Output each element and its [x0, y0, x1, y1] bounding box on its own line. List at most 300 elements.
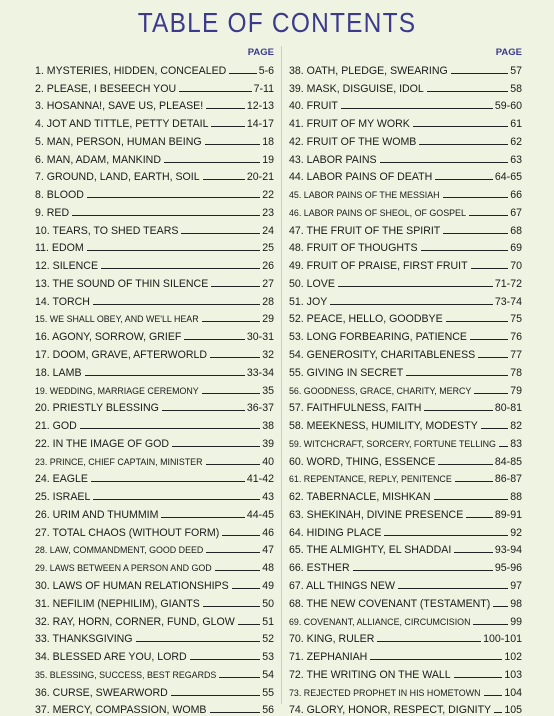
toc-entry [289, 485, 522, 503]
toc-entry [289, 361, 522, 379]
toc-entry-page: 29 [262, 313, 274, 326]
toc-leader-line [181, 233, 260, 234]
toc-entry-page: 105 [504, 704, 522, 716]
toc-leader-line [87, 250, 261, 251]
toc-entry-title: 31. NEFILIM (NEPHILIM), GIANTS [35, 597, 200, 610]
toc-entry-page: 27 [262, 277, 274, 290]
toc-entry-title: 35. BLESSING, SUCCESS, BEST REGARDS [35, 669, 217, 680]
toc-entry [35, 503, 274, 521]
toc-entry [35, 219, 274, 237]
toc-leader-line [380, 162, 509, 163]
toc-leader-line [101, 268, 260, 269]
toc-entry-page: 76 [510, 331, 522, 344]
toc-entry-page: 93-94 [494, 544, 522, 557]
toc-leader-line [384, 535, 508, 536]
toc-entry-page: 19 [262, 153, 274, 166]
toc-entry-title: 30. LAWS OF HUMAN RELATIONSHIPS [35, 579, 229, 592]
toc-entry-page: 68 [510, 224, 522, 237]
toc-entry-page: 33-34 [246, 366, 274, 379]
toc-entry-title: 69. COVENANT, ALLIANCE, CIRCUMCISION [289, 616, 471, 627]
toc-entry-page: 71-72 [494, 277, 522, 290]
toc-entry-page: 75 [510, 313, 522, 326]
toc-entry [289, 521, 522, 539]
toc-entry-page: 84-85 [494, 455, 522, 468]
toc-entry-page: 70 [510, 260, 522, 273]
toc-entry-page: 53 [262, 651, 274, 664]
toc-entry-page: 35 [262, 384, 274, 397]
toc-entry-page: 25 [262, 242, 274, 255]
toc-entry-page: 41-42 [246, 473, 274, 486]
toc-entry [289, 148, 522, 166]
toc-entry-page: 98 [510, 597, 522, 610]
toc-entry-page: 99 [510, 615, 522, 628]
toc-entry-title: 50. LOVE [289, 277, 335, 290]
toc-entry-page: 63 [510, 153, 522, 166]
toc-entry [289, 414, 522, 432]
toc-entry [289, 219, 522, 237]
toc-entry-page: 20-21 [246, 171, 274, 184]
toc-entry-title: 2. PLEASE, I BESEECH YOU [35, 82, 177, 95]
toc-leader-line [406, 375, 508, 376]
toc-entry-title: 40. FRUIT [289, 100, 338, 113]
toc-entry-title: 49. FRUIT OF PRAISE, FIRST FRUIT [289, 260, 468, 273]
toc-entry-title: 11. EDOM [35, 242, 84, 255]
toc-entry-title: 61. REPENTANCE, REPLY, PENITENCE [289, 474, 452, 485]
toc-entry-page: 7-11 [253, 82, 274, 95]
toc-entry [289, 325, 522, 343]
toc-entry [35, 237, 274, 255]
toc-entry-title: 57. FAITHFULNESS, FAITH [289, 402, 422, 415]
toc-leader-line [172, 446, 260, 447]
toc-entry [35, 325, 274, 343]
toc-entry [35, 183, 274, 201]
toc-entry-title: 52. PEACE, HELLO, GOODBYE [289, 313, 443, 326]
toc-leader-line [455, 481, 493, 482]
toc-entry-title: 45. LABOR PAINS OF THE MESSIAH [289, 190, 440, 201]
toc-entry-page: 24 [262, 224, 274, 237]
toc-entry [35, 681, 274, 699]
toc-leader-line [229, 73, 256, 74]
toc-entry-title: 9. RED [35, 206, 70, 219]
toc-list-right [289, 59, 522, 716]
toc-leader-line [72, 215, 260, 216]
toc-entry-page: 79 [510, 384, 522, 397]
toc-entry [35, 485, 274, 503]
toc-entry-title: 42. FRUIT OF THE WOMB [289, 135, 417, 148]
toc-entry-title: 36. CURSE, SWEARWORD [35, 686, 168, 699]
toc-leader-line [454, 552, 493, 553]
toc-entry-title: 46. LABOR PAINS OF SHEOL, OF GOSPEL [289, 207, 466, 218]
toc-entry-title: 29. LAWS BETWEEN A PERSON AND GOD [35, 563, 212, 574]
toc-leader-line [91, 481, 245, 482]
toc-entry-title: 1. MYSTERIES, HIDDEN, CONCEALED [35, 64, 227, 77]
toc-leader-line [493, 606, 508, 607]
toc-entry [289, 112, 522, 130]
toc-entry-page: 46 [262, 526, 274, 539]
toc-entry-title: 17. DOOM, GRAVE, AFTERWORLD [35, 349, 208, 362]
toc-leader-line [87, 197, 260, 198]
toc-entry-title: 27. TOTAL CHAOS (WITHOUT FORM) [35, 526, 220, 539]
toc-leader-line [202, 321, 261, 322]
toc-leader-line [232, 588, 261, 589]
toc-entry-page: 51 [262, 615, 274, 628]
toc-entry-title: 38. OATH, PLEDGE, SWEARING [289, 64, 448, 77]
toc-entry-page: 82 [510, 420, 522, 433]
toc-leader-line [438, 464, 493, 465]
toc-entry [289, 556, 522, 574]
toc-entry-page: 88 [510, 491, 522, 504]
toc-entry-title: 55. GIVING IN SECRET [289, 366, 404, 379]
toc-leader-line [190, 659, 260, 660]
toc-entry-page: 43 [262, 491, 274, 504]
toc-entry-title: 16. AGONY, SORROW, GRIEF [35, 331, 182, 344]
toc-entry-page: 103 [504, 668, 522, 681]
toc-entry [35, 574, 274, 592]
toc-leader-line [164, 162, 260, 163]
toc-entry-page: 86-87 [494, 473, 522, 486]
toc-entry-title: 19. WEDDING, MARRIAGE CEREMONY [35, 385, 199, 396]
toc-entry-page: 69 [510, 242, 522, 255]
toc-entry-title: 33. THANKSGIVING [35, 633, 133, 646]
toc-entry [35, 699, 274, 716]
toc-entry-title: 56. GOODNESS, GRACE, CHARITY, MERCY [289, 385, 472, 396]
toc-entry [289, 432, 522, 450]
toc-leader-line [481, 428, 508, 429]
toc-entry-page: 39 [262, 437, 274, 450]
toc-entry [289, 183, 522, 201]
toc-entry [289, 237, 522, 255]
toc-entry-title: 67. ALL THINGS NEW [289, 579, 395, 592]
toc-entry-page: 36-37 [246, 402, 274, 415]
toc-entry-title: 48. FRUIT OF THOUGHTS [289, 242, 418, 255]
toc-entry-title: 43. LABOR PAINS [289, 153, 377, 166]
toc-entry-page: 50 [262, 597, 274, 610]
toc-entry [35, 290, 274, 308]
toc-leader-line [205, 144, 261, 145]
toc-leader-line [222, 535, 260, 536]
toc-entry-page: 57 [510, 64, 522, 77]
toc-leader-line [219, 677, 260, 678]
toc-entry-title: 44. LABOR PAINS OF DEATH [289, 171, 433, 184]
toc-entry-page: 64-65 [494, 171, 522, 184]
toc-leader-line [203, 179, 245, 180]
toc-entry-title: 72. THE WRITING ON THE WALL [289, 668, 451, 681]
toc-entry-page: 67 [510, 206, 522, 219]
toc-entry [289, 308, 522, 326]
toc-entry-page: 56 [262, 704, 274, 716]
toc-entry [289, 628, 522, 646]
toc-entry [289, 379, 522, 397]
toc-entry [35, 628, 274, 646]
toc-leader-line [238, 624, 260, 625]
toc-entry [289, 574, 522, 592]
toc-entry [289, 681, 522, 699]
toc-leader-line [203, 606, 260, 607]
toc-entry [35, 450, 274, 468]
toc-leader-line [211, 126, 244, 127]
toc-entry [35, 201, 274, 219]
toc-entry-title: 14. TORCH [35, 295, 90, 308]
toc-entry-title: 20. PRIESTLY BLESSING [35, 402, 159, 415]
toc-entry-title: 47. THE FRUIT OF THE SPIRIT [289, 224, 441, 237]
toc-entry [35, 663, 274, 681]
toc-entry-title: 70. KING, RULER [289, 633, 375, 646]
toc-entry-title: 24. EAGLE [35, 473, 88, 486]
toc-entry-page: 30-31 [246, 331, 274, 344]
toc-entry [289, 610, 522, 628]
toc-leader-line [353, 570, 493, 571]
toc-entry-page: 92 [510, 526, 522, 539]
toc-entry [35, 645, 274, 663]
toc-leader-line [93, 499, 260, 500]
toc-entry [35, 148, 274, 166]
toc-entry-page: 55 [262, 686, 274, 699]
toc-entry-title: 66. ESTHER [289, 562, 350, 575]
toc-leader-line [471, 268, 509, 269]
toc-leader-line [469, 215, 508, 216]
toc-entry-page: 52 [262, 633, 274, 646]
toc-entry-title: 60. WORD, THING, ESSENCE [289, 455, 436, 468]
toc-entry-page: 54 [262, 668, 274, 681]
toc-entry-page: 12-13 [246, 100, 274, 113]
toc-leader-line [454, 677, 503, 678]
toc-leader-line [370, 659, 502, 660]
toc-entry-page: 48 [262, 562, 274, 575]
toc-entry-title: 13. THE SOUND OF THIN SILENCE [35, 277, 209, 290]
toc-leader-line [161, 517, 244, 518]
toc-entry-page: 18 [262, 135, 274, 148]
toc-entry-page: 83 [510, 437, 522, 450]
toc-leader-line [184, 339, 245, 340]
toc-entry-title: 10. TEARS, TO SHED TEARS [35, 224, 179, 237]
toc-entry [289, 645, 522, 663]
toc-leader-line [179, 91, 251, 92]
toc-entry [35, 130, 274, 148]
toc-entry [35, 272, 274, 290]
toc-entry-title: 68. THE NEW COVENANT (TESTAMENT) [289, 597, 491, 610]
toc-column-right [289, 46, 522, 716]
toc-leader-line [162, 410, 245, 411]
toc-entry [35, 361, 274, 379]
toc-entry [35, 59, 274, 77]
toc-entry [289, 254, 522, 272]
toc-entry-title: 74. GLORY, HONOR, RESPECT, DIGNITY [289, 704, 492, 716]
column-divider [281, 46, 282, 704]
toc-entry-title: 54. GENEROSITY, CHARITABLENESS [289, 349, 476, 362]
toc-entry-page: 89-91 [494, 508, 522, 521]
toc-entry-page: 77 [510, 349, 522, 362]
toc-entry-page: 95-96 [494, 562, 522, 575]
toc-entry-title: 58. MEEKNESS, HUMILITY, MODESTY [289, 420, 478, 433]
toc-leader-line [470, 339, 508, 340]
toc-entry-title: 21. GOD [35, 420, 77, 433]
toc-entry-title: 15. WE SHALL OBEY, AND WE'LL HEAR [35, 314, 199, 325]
toc-entry-page: 58 [510, 82, 522, 95]
toc-leader-line [443, 233, 508, 234]
toc-entry-page: 40 [262, 455, 274, 468]
toc-leader-line [80, 428, 260, 429]
toc-entry-title: 37. MERCY, COMPASSION, WOMB [35, 704, 207, 716]
toc-entry [35, 95, 274, 113]
toc-leader-line [215, 570, 260, 571]
toc-leader-line [338, 286, 493, 287]
toc-entry-page: 32 [262, 349, 274, 362]
toc-entry-page: 61 [510, 118, 522, 131]
toc-entry-title: 3. HOSANNA!, SAVE US, PLEASE! [35, 100, 204, 113]
toc-entry-page: 47 [262, 544, 274, 557]
toc-entry [35, 77, 274, 95]
toc-leader-line [478, 357, 508, 358]
toc-entry-page: 104 [504, 686, 522, 699]
toc-entry [289, 166, 522, 184]
toc-entry [289, 663, 522, 681]
toc-leader-line [424, 410, 492, 411]
toc-entry-page: 14-17 [246, 118, 274, 131]
toc-entry [289, 539, 522, 557]
toc-leader-line [210, 357, 260, 358]
toc-entry [289, 397, 522, 415]
toc-leader-line [206, 464, 261, 465]
toc-entry-page: 78 [510, 366, 522, 379]
toc-entry [289, 130, 522, 148]
toc-entry-page: 44-45 [246, 508, 274, 521]
toc-entry [289, 201, 522, 219]
toc-list-left [35, 59, 274, 716]
toc-entry [35, 166, 274, 184]
toc-entry [289, 468, 522, 486]
toc-entry-page: 49 [262, 579, 274, 592]
toc-leader-line [484, 695, 503, 696]
toc-leader-line [435, 179, 493, 180]
toc-leader-line [377, 641, 481, 642]
toc-entry [289, 59, 522, 77]
toc-entry-page: 66 [510, 189, 522, 202]
toc-entry-title: 65. THE ALMIGHTY, EL SHADDAI [289, 544, 452, 557]
toc-entry-title: 51. JOY [289, 295, 328, 308]
toc-entry-title: 22. IN THE IMAGE OF GOD [35, 437, 170, 450]
toc-entry [35, 468, 274, 486]
toc-leader-line [136, 641, 261, 642]
toc-leader-line [330, 304, 493, 305]
page-title: TABLE OF CONTENTS [137, 7, 417, 39]
toc-entry-page: 38 [262, 420, 274, 433]
toc-entry [289, 699, 522, 716]
toc-leader-line [211, 286, 260, 287]
toc-leader-line [474, 393, 508, 394]
toc-entry-page: 80-81 [494, 402, 522, 415]
toc-entry-title: 12. SILENCE [35, 260, 99, 273]
toc-entry-page: 5-6 [258, 64, 274, 77]
toc-entry [289, 272, 522, 290]
toc-entry-title: 41. FRUIT OF MY WORK [289, 118, 410, 131]
toc-entry-title: 73. REJECTED PROPHET IN HIS HOMETOWN [289, 687, 481, 698]
toc-entry-page: 102 [504, 651, 522, 664]
toc-entry [289, 503, 522, 521]
toc-entry-title: 18. LAMB [35, 366, 82, 379]
toc-entry [289, 95, 522, 113]
toc-entry [35, 592, 274, 610]
toc-entry [289, 450, 522, 468]
toc-entry [35, 112, 274, 130]
toc-entry [289, 592, 522, 610]
toc-entry-page: 62 [510, 135, 522, 148]
toc-entry [35, 343, 274, 361]
page-column-header: PAGE [495, 47, 522, 58]
toc-entry-title: 28. LAW, COMMANDMENT, GOOD DEED [35, 545, 204, 556]
toc-leader-line [341, 108, 493, 109]
toc-entry-page: 59-60 [494, 100, 522, 113]
toc-leader-line [443, 197, 509, 198]
toc-leader-line [419, 144, 508, 145]
toc-entry-title: 53. LONG FORBEARING, PATIENCE [289, 331, 467, 344]
toc-entry [35, 254, 274, 272]
toc-leader-line [446, 321, 509, 322]
toc-leader-line [473, 624, 508, 625]
toc-leader-line [499, 446, 508, 447]
toc-entry-title: 34. BLESSED ARE YOU, LORD [35, 651, 187, 664]
toc-entry [35, 610, 274, 628]
toc-leader-line [413, 126, 508, 127]
toc-entry-page: 28 [262, 295, 274, 308]
toc-entry [35, 556, 274, 574]
toc-entry [35, 414, 274, 432]
toc-leader-line [171, 695, 260, 696]
toc-entry-title: 32. RAY, HORN, CORNER, FUND, GLOW [35, 615, 235, 628]
toc-leader-line [398, 588, 508, 589]
toc-leader-line [466, 517, 493, 518]
toc-entry [289, 290, 522, 308]
toc-entry-title: 5. MAN, PERSON, HUMAN BEING [35, 135, 202, 148]
toc-entry [289, 77, 522, 95]
toc-entry-title: 39. MASK, DISGUISE, IDOL [289, 82, 424, 95]
toc-entry-title: 4. JOT AND TITTLE, PETTY DETAIL [35, 118, 209, 131]
toc-entry [35, 539, 274, 557]
toc-entry-title: 63. SHEKINAH, DIVINE PRESENCE [289, 508, 464, 521]
toc-entry [35, 379, 274, 397]
toc-entry [35, 308, 274, 326]
toc-entry-title: 25. ISRAEL [35, 491, 91, 504]
toc-leader-line [93, 304, 260, 305]
toc-entry-title: 8. BLOOD [35, 189, 84, 202]
toc-leader-line [421, 250, 509, 251]
toc-entry-page: 26 [262, 260, 274, 273]
toc-entry-title: 7. GROUND, LAND, EARTH, SOIL [35, 171, 200, 184]
toc-leader-line [85, 375, 245, 376]
toc-leader-line [206, 108, 245, 109]
toc-entry-title: 26. URIM AND THUMMIM [35, 508, 159, 521]
toc-entry-page: 22 [262, 189, 274, 202]
toc-entry-page: 100-101 [483, 633, 522, 646]
page-column-header: PAGE [247, 47, 274, 58]
toc-entry-title: 59. WITCHCRAFT, SORCERY, FORTUNE TELLING [289, 438, 496, 449]
toc-entry-title: 71. ZEPHANIAH [289, 651, 368, 664]
toc-entry-title: 62. TABERNACLE, MISHKAN [289, 491, 431, 504]
toc-leader-line [434, 499, 509, 500]
toc-leader-line [202, 393, 260, 394]
toc-entry-page: 97 [510, 579, 522, 592]
toc-leader-line [206, 552, 260, 553]
toc-entry [35, 397, 274, 415]
toc-entry-title: 23. PRINCE, CHIEF CAPTAIN, MINISTER [35, 456, 203, 467]
toc-entry-title: 6. MAN, ADAM, MANKIND [35, 153, 161, 166]
toc-leader-line [427, 91, 508, 92]
toc-entry [35, 432, 274, 450]
toc-entry [35, 521, 274, 539]
toc-entry-page: 73-74 [494, 295, 522, 308]
toc-entry [289, 343, 522, 361]
toc-column-left [35, 46, 274, 716]
toc-entry-title: 64. HIDING PLACE [289, 526, 382, 539]
